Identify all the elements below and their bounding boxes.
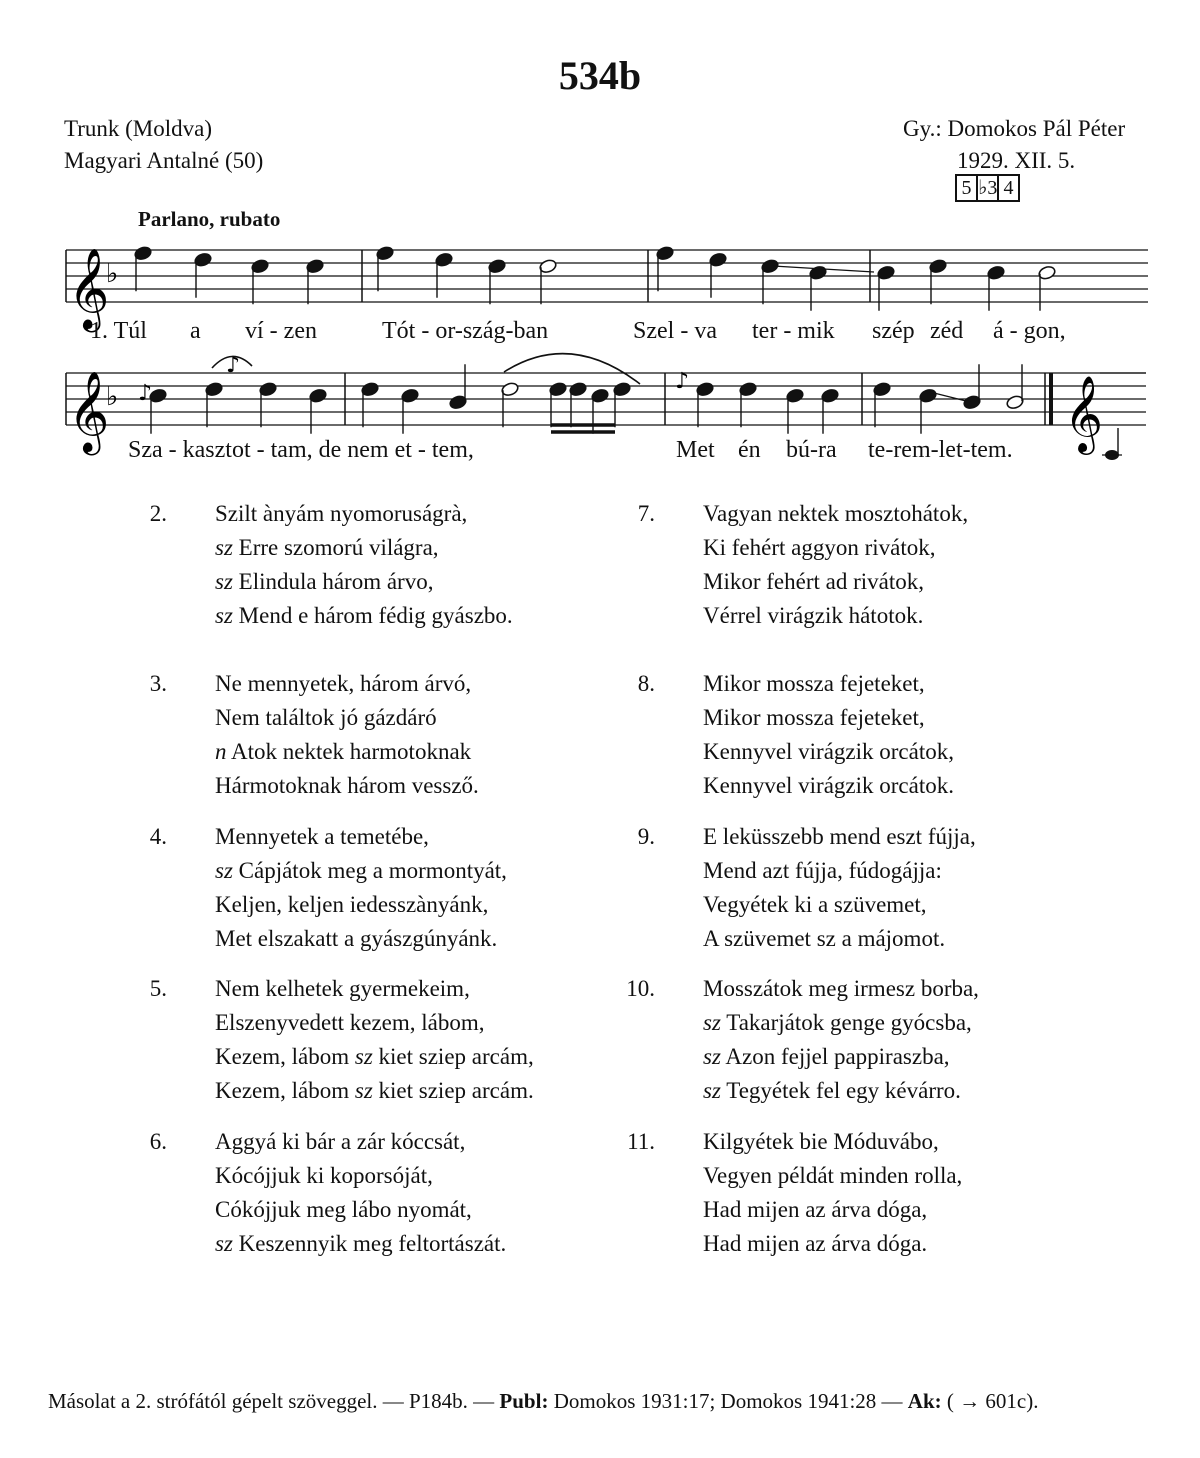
verse-text: Vagyan nektek mosztohátok, <box>703 501 969 526</box>
dialect-marker: sz <box>354 1078 373 1103</box>
verse-text: Ki fehért aggyon rivátok, <box>703 535 936 560</box>
verse-text: Mikor mossza fejeteket, <box>703 671 925 696</box>
dialect-marker: sz <box>354 1044 373 1069</box>
collector: Gy.: Domokos Pál Péter <box>903 116 1126 141</box>
verse-line <box>703 1010 972 1036</box>
verse-line <box>215 824 429 850</box>
lyric-syllable: Sza - kasztot - tam, de nem et - tem, <box>128 437 474 463</box>
verse-text: Mennyetek a temetébe, <box>215 824 429 849</box>
verse-text: Kilgyétek bie Móduvábo, <box>703 1129 939 1154</box>
verse-number: 4. <box>149 824 167 849</box>
collection-date: 1929. XII. 5. <box>957 148 1076 173</box>
lyric-syllable: Tót - or-szág-ban <box>382 318 549 344</box>
dialect-marker: sz <box>703 1010 721 1035</box>
lyric-syllable: Met <box>676 437 715 463</box>
verse-text: Vegyen példát minden rolla, <box>703 1163 963 1188</box>
verse-line <box>215 926 497 952</box>
place: Trunk (Moldva) <box>64 116 213 141</box>
dialect-marker: n <box>215 739 227 764</box>
lyric-syllable: bú-ra <box>786 437 837 463</box>
verse-line <box>215 976 470 1002</box>
verse-line <box>215 1197 472 1223</box>
tempo-marking: Parlano, rubato <box>138 207 281 231</box>
verse-line <box>703 1197 927 1223</box>
footnote <box>48 1386 1158 1416</box>
dialect-marker: sz <box>215 603 233 628</box>
verse-text: Mend e három fédig gyászbo. <box>238 603 513 628</box>
treble-clef-icon: 𝄞 <box>1064 375 1104 452</box>
verse-line <box>703 705 925 731</box>
verse-text: Mikor fehért ad rivátok, <box>703 569 924 594</box>
verse-number: 9. <box>637 824 655 849</box>
verse-line <box>215 773 479 799</box>
verse-line <box>215 1231 506 1257</box>
verse-text: Ne mennyetek, három árvó, <box>215 671 472 696</box>
verse-text: kiet sziep arcám, <box>378 1044 534 1069</box>
verse-line <box>703 1044 950 1070</box>
verse-text: Vegyétek ki a szüvemet, <box>703 892 927 917</box>
verse-line <box>215 1078 534 1104</box>
verse-line <box>215 603 513 629</box>
lyric-syllable: te-rem-let-tem. <box>868 437 1013 463</box>
verse-line <box>215 569 433 595</box>
verse-number: 7. <box>637 501 655 526</box>
verse-line <box>215 1129 465 1155</box>
verse-text: Szilt ànyám nyomoruságrà, <box>215 501 468 526</box>
grace-note-icon: ♪ <box>675 369 690 394</box>
verse-text: Had mijen az árva dóga, <box>703 1197 928 1222</box>
verse-line <box>215 671 471 697</box>
verse-text: Takarjátok genge gyócsba, <box>726 1010 972 1035</box>
treble-clef-icon: 𝄞 <box>68 247 110 329</box>
verse-text: Elindula három árvo, <box>238 569 434 594</box>
verse-line <box>215 535 439 561</box>
verse-text: Tegyétek fel egy kévárro. <box>726 1078 961 1103</box>
verse-number: 5. <box>149 976 167 1001</box>
dialect-marker: sz <box>703 1044 721 1069</box>
verse-line <box>703 603 923 629</box>
dialect-marker: sz <box>215 1231 233 1256</box>
verse-text: Kennyvel virágzik orcátok, <box>703 739 954 764</box>
flat-icon: ♭ <box>106 259 119 289</box>
verse-line <box>703 926 945 952</box>
verse-line <box>703 1163 962 1189</box>
dialect-marker: sz <box>215 535 233 560</box>
footnote-text: ( → 601c). <box>941 1389 1039 1413</box>
verse-line <box>703 1078 961 1104</box>
verse-text: Keszennyik meg feltortászát. <box>238 1231 507 1256</box>
verse-text: kiet sziep arcám. <box>378 1078 534 1103</box>
verse-line <box>215 1010 485 1036</box>
verse-text: Kezem, lábom <box>215 1044 355 1069</box>
grace-note-icon: ♪ <box>138 381 153 406</box>
dialect-marker: sz <box>215 569 233 594</box>
verse-text: Kezem, lábom <box>215 1078 355 1103</box>
verse-number: 11. <box>627 1129 655 1154</box>
flat-icon: ♭ <box>106 382 119 412</box>
singer: Magyari Antalné (50) <box>64 148 264 173</box>
treble-clef-icon: 𝄞 <box>68 370 110 452</box>
page-title: 534b <box>558 53 642 98</box>
verse-text: E leküsszebb mend eszt fújja, <box>703 824 976 849</box>
verse-text: A szüvemet sz a májomot. <box>703 926 946 951</box>
cadence-box: 5 <box>955 174 978 202</box>
lyric-syllable: ví - zen <box>245 318 317 344</box>
verse-text: Cókójjuk meg lábo nyomát, <box>215 1197 472 1222</box>
footnote-text: Domokos 1931:17; Domokos 1941:28 — <box>548 1389 908 1413</box>
dialect-marker: sz <box>703 1078 721 1103</box>
cadence-box: ♭3 <box>976 174 999 202</box>
verse-text: Azon fejjel pappiraszba, <box>725 1044 950 1069</box>
verse-text: Vérrel virágzik hátotok. <box>703 603 924 628</box>
verse-number: 10. <box>626 976 655 1001</box>
verse-text: Kócójjuk ki koporsóját, <box>215 1163 433 1188</box>
verse-line <box>703 976 979 1002</box>
verse-line <box>215 892 488 918</box>
verse-line <box>703 892 927 918</box>
verse-line <box>703 501 968 527</box>
verse-line <box>215 858 507 884</box>
verse-line <box>703 824 976 850</box>
verse-text: Erre szomorú világra, <box>238 535 439 560</box>
cadence-box: 4 <box>997 174 1020 202</box>
verse-line <box>703 773 954 799</box>
footnote-text: Másolat a 2. strófától gépelt szöveggel. — P184b. — <box>48 1389 500 1413</box>
verse-text: Atok nektek harmotoknak <box>230 739 472 764</box>
verse-text: Cápjátok meg a mormontyát, <box>238 858 507 883</box>
verse-line <box>215 739 471 765</box>
verse-text: Nem kelhetek gyermekeim, <box>215 976 470 1001</box>
verse-text: Kennyvel virágzik orcátok. <box>703 773 954 798</box>
verse-number: 6. <box>149 1129 167 1154</box>
lyric-syllable: á - gon, <box>993 318 1066 344</box>
verse-number: 2. <box>149 501 167 526</box>
slur <box>504 354 640 384</box>
lyric-syllable: 1. Túl <box>90 318 147 344</box>
verse-line <box>703 569 924 595</box>
verse-text: Nem találtok jó gázdáró <box>215 705 437 730</box>
grace-note-icon: ♪ <box>226 353 241 378</box>
footnote-publ-label: Publ: <box>499 1389 549 1413</box>
lyric-syllable: ter - mik <box>752 318 835 344</box>
verse-line <box>215 1163 433 1189</box>
verse-line <box>703 535 935 561</box>
verse-line <box>703 739 954 765</box>
verse-text: Had mijen az árva dóga. <box>703 1231 928 1256</box>
verse-text: Elszenyvedett kezem, lábom, <box>215 1010 485 1035</box>
dialect-marker: sz <box>215 858 233 883</box>
verse-line <box>215 705 437 731</box>
lyric-syllable: Szel - va <box>633 318 717 344</box>
lyric-syllable: a <box>190 318 201 344</box>
verse-line <box>703 1129 939 1155</box>
verse-text: Keljen, keljen iedesszànyánk, <box>215 892 489 917</box>
verse-text: Mosszátok meg irmesz borba, <box>703 976 979 1001</box>
lyric-syllable: zéd <box>930 318 964 344</box>
verse-text: Met elszakatt a gyászgúnyánk. <box>215 926 498 951</box>
lyric-syllable: én <box>738 437 761 463</box>
verse-line <box>215 501 467 527</box>
footnote-ak-label: Ak: <box>907 1389 942 1413</box>
music-notation <box>0 0 1200 480</box>
lyric-syllable: szép <box>872 318 915 344</box>
verse-line <box>215 1044 534 1070</box>
verse-text: Hármotoknak három vessző. <box>215 773 479 798</box>
verse-text: Aggyá ki bár a zár kóccsát, <box>215 1129 466 1154</box>
verse-line <box>703 671 925 697</box>
verse-text: Mikor mossza fejeteket, <box>703 705 925 730</box>
verse-number: 8. <box>637 671 655 696</box>
glissando-line <box>930 392 970 402</box>
verse-text: Mend azt fújja, fúdogájja: <box>703 858 942 883</box>
verse-number: 3. <box>149 671 167 696</box>
verse-line <box>703 1231 927 1257</box>
verse-line <box>703 858 942 884</box>
